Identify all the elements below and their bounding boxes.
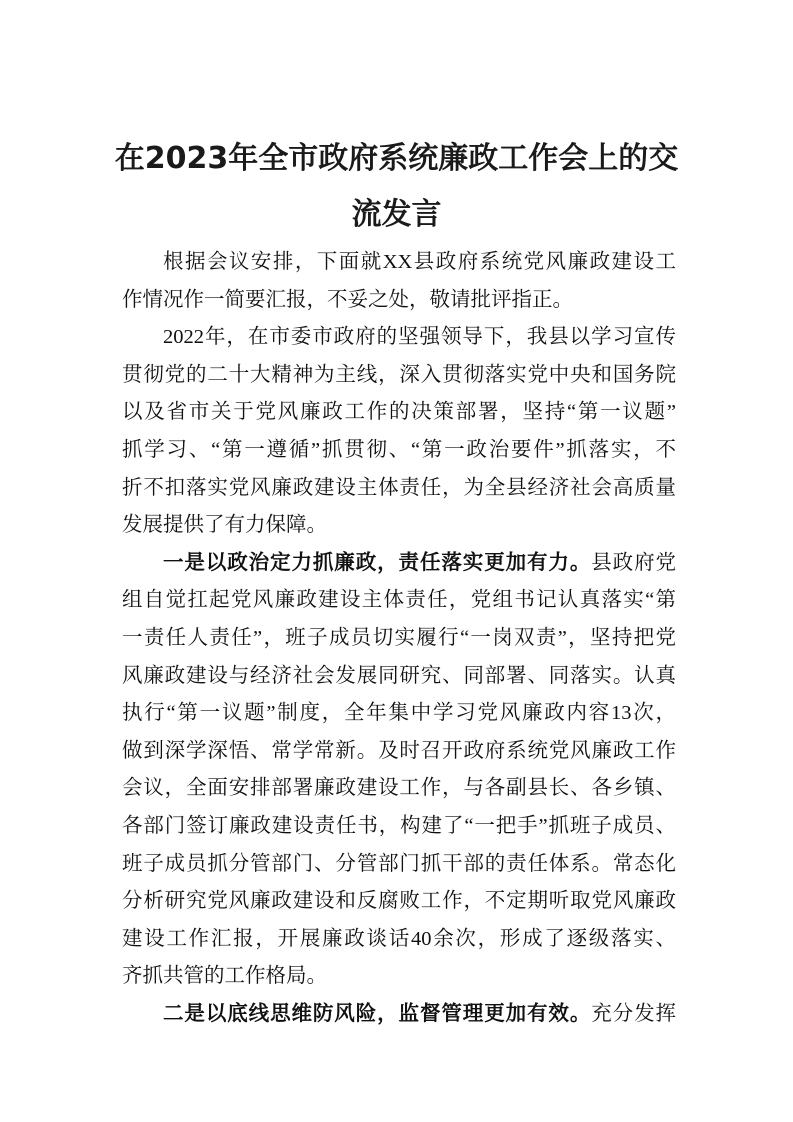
- title-line-1: 在2023年全市政府系统廉政工作会上的交: [114, 141, 679, 176]
- text-line: 齐抓共管的工作格局。: [122, 965, 327, 988]
- text-line: 风廉政建设与经济社会发展同研究、同部署、同落实。认真: [122, 664, 676, 687]
- text-line: 以及省市关于党风廉政工作的决策部署，坚持“第一议题”: [122, 401, 676, 424]
- paragraph-intro: [122, 244, 676, 319]
- paragraph-point-1: [122, 545, 676, 996]
- text-line: 抓学习、“第一遵循”抓贯彻、“第一政治要件”抓落实，不: [122, 438, 676, 461]
- text-line: 会议，全面安排部署廉政建设工作，与各副县长、各乡镇、: [122, 777, 676, 800]
- text-line: 折不扣落实党风廉政建设主体责任，为全县经济社会高质量: [122, 476, 676, 499]
- text-line: 一责任人责任”，班子成员切实履行“一岗双责”，坚持把党: [122, 626, 676, 649]
- text-line: 2022年，在市委市政府的坚强领导下，我县以学习宣传: [163, 326, 676, 349]
- document-body: [122, 244, 676, 1033]
- point-heading: 一是以政治定力抓廉政，责任落实更加有力。: [163, 551, 592, 574]
- text-line: 作情况作一简要汇报，不妥之处，敬请批评指正。: [122, 288, 573, 311]
- text-line: 各部门签订廉政建设责任书，构建了“一把手”抓班子成员、: [122, 814, 676, 837]
- document-title: [110, 131, 683, 243]
- text-line: 贯彻党的二十大精神为主线，深入贯彻落实党中央和国务院: [122, 363, 676, 386]
- text-line: 根据会议安排，下面就XX县政府系统党风廉政建设工: [163, 251, 676, 273]
- paragraph-point-2: [122, 996, 676, 1034]
- text-run: 县政府党: [591, 551, 677, 574]
- text-line: 建设工作汇报，开展廉政谈话40余次，形成了逐级落实、: [122, 927, 676, 950]
- text-line: 班子成员抓分管部门、分管部门抓干部的责任体系。常态化: [122, 852, 676, 875]
- text-line: 执行“第一议题”制度，全年集中学习党风廉政内容13次，: [122, 702, 676, 725]
- paragraph-2022: [122, 319, 676, 545]
- title-line-2: 流发言: [351, 197, 442, 232]
- text-line: 组自觉扛起党风廉政建设主体责任，党组书记认真落实“第: [122, 589, 676, 612]
- point-heading: 二是以底线思维防风险，监督管理更加有效。: [163, 1002, 592, 1025]
- text-run: 充分发挥: [591, 1002, 677, 1025]
- text-line: [122, 545, 676, 583]
- text-line: 发展提供了有力保障。: [122, 514, 327, 537]
- text-line: 做到深学深悟、常学常新。及时召开政府系统党风廉政工作: [122, 739, 676, 762]
- text-line: 分析研究党风廉政建设和反腐败工作，不定期听取党风廉政: [122, 890, 676, 913]
- text-line: [122, 996, 676, 1034]
